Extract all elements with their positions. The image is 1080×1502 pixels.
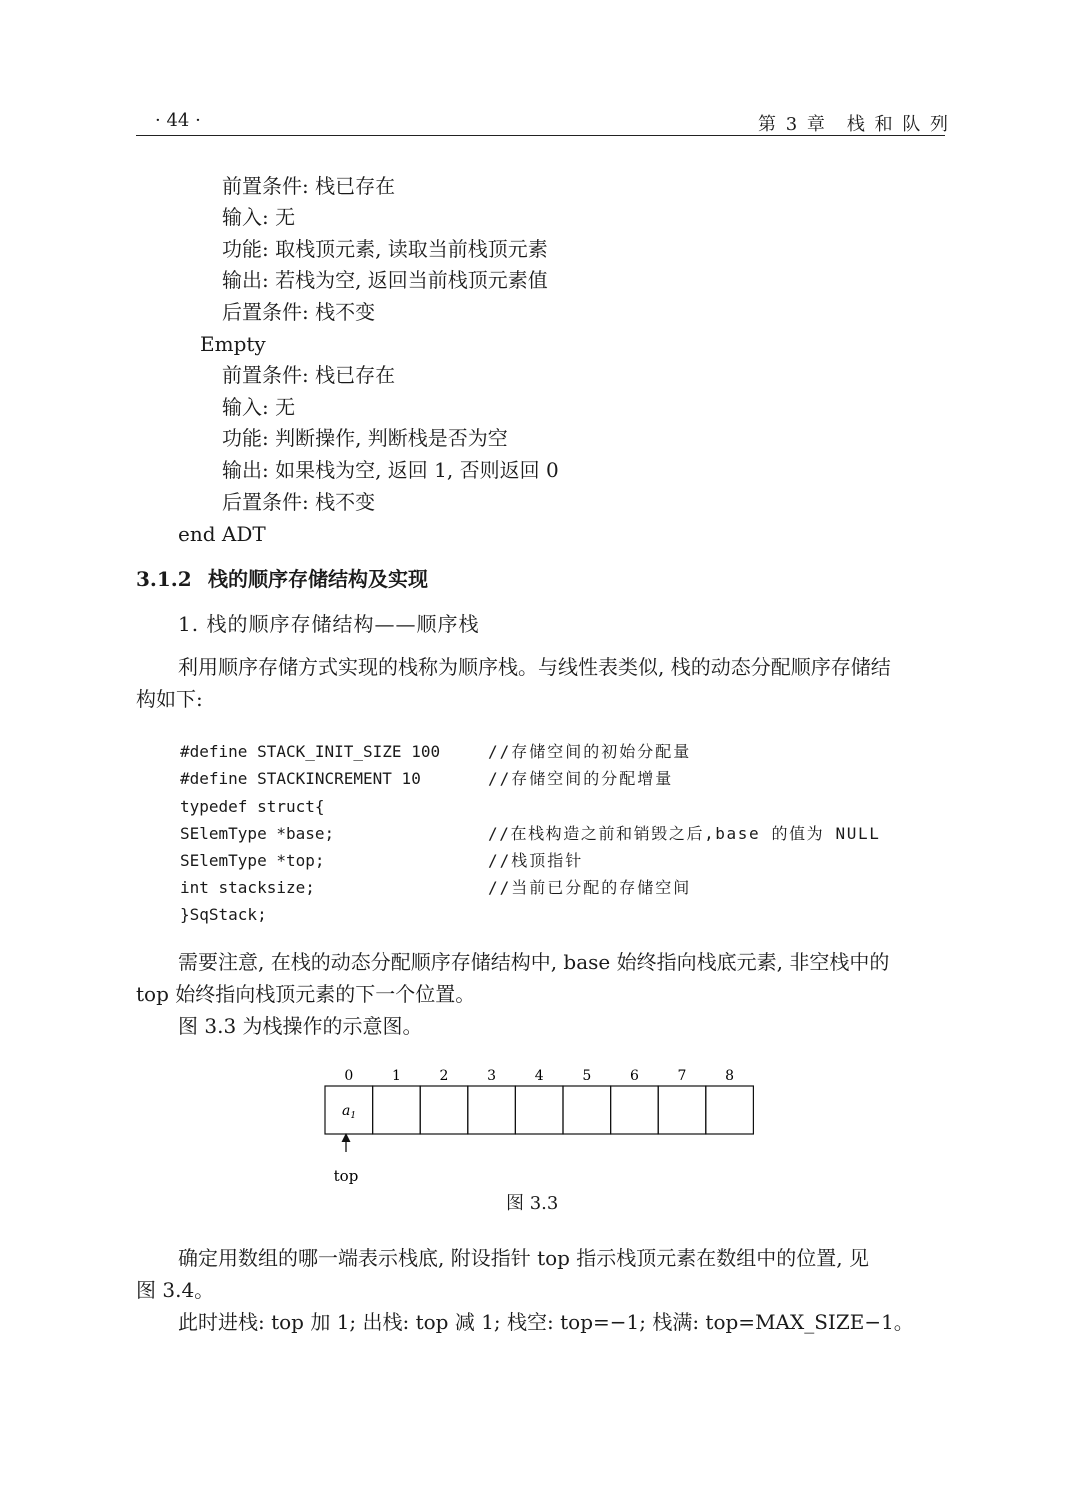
adt-line: 功能: 判断操作, 判断栈是否为空 [222,426,508,450]
adt-line: 输入: 无 [222,395,296,419]
array-cell [611,1086,659,1134]
array-cell [420,1086,468,1134]
array-index-label: 6 [629,1068,639,1084]
code-line: int stacksize; [180,878,315,897]
header-rule [136,135,945,136]
code-comment: //存储空间的初始分配量 [488,742,692,761]
note-line: top 始终指向栈顶元素的下一个位置。 [136,982,476,1006]
array-cells [325,1086,753,1134]
adt-line: 输出: 如果栈为空, 返回 1, 否则返回 0 [222,458,559,482]
page-number: · 44 · [155,110,201,131]
section-title: 栈的顺序存储结构及实现 [208,567,428,591]
array-index-label: 3 [487,1068,497,1084]
adt-operation-name: Empty [200,332,266,356]
code-comment: //栈顶指针 [488,851,584,870]
subsection-title: 1. 栈的顺序存储结构——顺序栈 [178,612,480,636]
code-line: typedef struct{ [180,797,325,816]
chapter-title: 第 3 章 栈 和 队 列 [758,114,951,135]
array-cell [563,1086,611,1134]
code-comment: //当前已分配的存储空间 [488,878,692,897]
intro-line: 利用顺序存储方式实现的栈称为顺序栈。与线性表类似, 栈的动态分配顺序存储结 [178,655,891,679]
closing-line: 确定用数组的哪一端表示栈底, 附设指针 top 指示栈顶元素在数组中的位置, 见 [178,1246,870,1270]
code-line: }SqStack; [180,905,267,924]
array-index-label: 2 [439,1068,449,1084]
figure-caption: 图 3.3 [506,1193,559,1214]
note-line: 图 3.3 为栈操作的示意图。 [178,1014,423,1038]
code-line: #define STACK_INIT_SIZE 100 [180,742,441,761]
closing-line: 图 3.4。 [136,1278,215,1302]
array-index-label: 0 [344,1068,354,1084]
array-index-label: 4 [534,1068,544,1084]
adt-end: end ADT [178,522,266,546]
array-cell [468,1086,516,1134]
stack-figure [320,1060,760,1200]
adt-line: 功能: 取栈顶元素, 读取当前栈顶元素 [222,237,548,261]
adt-line: 后置条件: 栈不变 [222,490,376,514]
array-index-label: 5 [582,1068,592,1084]
section-number: 3.1.2 [136,567,192,591]
top-pointer-label: top [333,1167,359,1185]
code-line: #define STACKINCREMENT 10 [180,769,421,788]
code-line: SElemType *top; [180,851,325,870]
adt-line: 前置条件: 栈已存在 [222,174,396,198]
intro-line: 构如下: [136,687,203,711]
array-index-label: 8 [725,1068,735,1084]
array-index-label: 1 [391,1068,401,1084]
code-comment: //在栈构造之前和销毁之后,base 的值为 NULL [488,824,881,843]
adt-line: 输入: 无 [222,205,296,229]
note-line: 需要注意, 在栈的动态分配顺序存储结构中, base 始终指向栈底元素, 非空栈中的 [178,950,890,974]
array-index-label: 7 [677,1068,687,1084]
adt-line: 后置条件: 栈不变 [222,300,376,324]
array-cell [515,1086,563,1134]
array-cell [706,1086,754,1134]
adt-line: 前置条件: 栈已存在 [222,363,396,387]
array-cell [658,1086,706,1134]
cell-element-label: $a_1$ [342,1103,357,1121]
closing-line: 此时进栈: top 加 1; 出栈: top 减 1; 栈空: top=−1; 栈满: top=MAX_SIZE−1。 [178,1310,914,1334]
adt-line: 输出: 若栈为空, 返回当前栈顶元素值 [222,268,548,292]
code-line: SElemType *base; [180,824,335,843]
array-cell [373,1086,421,1134]
code-comment: //存储空间的分配增量 [488,769,674,788]
index-labels [344,1068,734,1084]
